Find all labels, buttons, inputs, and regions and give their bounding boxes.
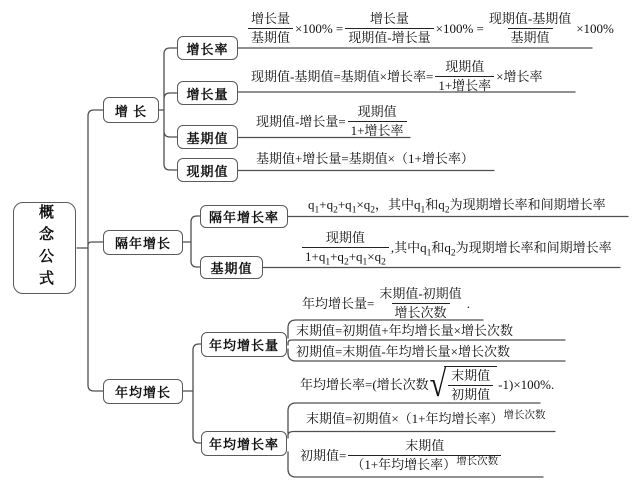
formula-avg-amount-2: [296, 323, 513, 339]
subscript: 1: [426, 248, 432, 259]
fraction-denominator: 1+增长率: [435, 76, 494, 94]
node-base-value: [177, 125, 238, 149]
formula-text: ，其中q: [375, 197, 421, 212]
fraction-numerator: 现期值: [325, 230, 365, 245]
node-label: 现期值: [186, 163, 229, 179]
formula-text: （1+年均增长率）: [351, 457, 457, 473]
formula-text: 末期值=初期值+年均增长量×增长次数: [296, 323, 513, 338]
formula-growth-rate: [246, 11, 614, 47]
superscript: 增长次数: [456, 456, 499, 468]
subscript: 1: [325, 257, 331, 268]
formula-avg-rate-2: [306, 411, 546, 427]
fraction: [348, 438, 501, 474]
root-label: 概念公式: [37, 204, 53, 292]
formula-text: ×增长率: [496, 68, 543, 84]
node-current-value: [177, 158, 238, 182]
formula-avg-amount-1: [302, 286, 470, 322]
formula-text: ×100%: [576, 20, 614, 36]
connector-average-distributor: [183, 344, 201, 443]
formula-text: +q: [337, 197, 352, 212]
fraction: [486, 11, 574, 47]
node-label: 隔年增长: [114, 236, 171, 251]
subscript: 2: [343, 257, 349, 268]
fraction: [448, 368, 493, 404]
connector-alternate-distributor: [183, 216, 200, 267]
subscript: 2: [444, 205, 450, 216]
fraction: [345, 11, 433, 47]
fraction-denominator: 现期值-增长量: [345, 28, 433, 46]
formula-text: ×100% =: [435, 20, 484, 36]
formula-text: +q: [330, 249, 344, 265]
node-alternate-year-growth: [103, 230, 183, 255]
subscript: 1: [420, 205, 426, 216]
formula-text: .: [466, 295, 470, 311]
formula-current-value: [256, 151, 474, 167]
node-label: 基期值: [186, 130, 229, 146]
formula-text: q: [308, 197, 315, 212]
fraction-numerator: 现期值: [445, 59, 485, 74]
node-growth-amount: [177, 81, 238, 105]
formula-text: 现期值-基期值=基期值×增长率=: [251, 68, 434, 84]
formula-alt-year-base: [300, 230, 612, 266]
formula-growth-amount: [251, 59, 543, 95]
formula-text: 初期值=末期值-年均增长量×增长次数: [296, 344, 510, 359]
fraction: [348, 104, 407, 140]
formula-text: 年均增长率=(增长次数: [300, 376, 429, 392]
formula-text: 年均增长量=: [302, 295, 375, 311]
fraction: [435, 59, 494, 95]
node-label: 增长率: [186, 41, 229, 57]
formula-base-value: [256, 104, 409, 140]
radical: [430, 366, 497, 404]
fraction: [376, 286, 464, 322]
fraction: [248, 11, 293, 47]
subscript: 1: [362, 257, 368, 268]
node-avg-growth-rate: [201, 431, 287, 456]
formula-text: 基期值+增长量=基期值×（1+增长率）: [256, 151, 474, 166]
formula-text: 和q: [425, 197, 445, 212]
fraction-numerator: 现期值-基期值: [488, 11, 572, 26]
node-label: 年均增长量: [208, 338, 279, 353]
formula-text: 末期值=初期值×（1+年均增长率）: [306, 411, 504, 426]
formula-text: ×q: [356, 197, 371, 212]
node-label: 年均增长率: [208, 437, 279, 452]
subscript: 2: [333, 205, 338, 216]
radical-sign: √: [429, 364, 447, 405]
fraction-numerator: 末期值: [451, 368, 491, 383]
fraction-numerator: 增长量: [251, 11, 291, 26]
formula-text: -1)×100%.: [498, 376, 555, 392]
fraction-denominator: 基期值: [508, 28, 553, 46]
formula-text: ×q: [367, 249, 382, 265]
node-growth-rate: [177, 36, 238, 60]
node-growth: [103, 97, 159, 123]
subscript: 1: [351, 205, 357, 216]
formula-alt-year-rate: [308, 197, 606, 216]
fraction-numerator: 末期值: [405, 438, 445, 453]
formula-text: [390, 239, 612, 259]
subscript: 1: [314, 205, 320, 216]
node-label: 增 长: [114, 103, 148, 119]
fraction-denominator: [302, 247, 389, 268]
node-alt-year-rate: [200, 205, 288, 228]
fraction-numerator: 增长量: [369, 11, 409, 26]
node-average-annual-growth: [103, 379, 183, 404]
node-root: [13, 202, 76, 294]
formula-text: 初期值=: [300, 447, 347, 463]
fraction-numerator: 现期值: [357, 104, 397, 119]
superscript: 增长次数: [503, 410, 546, 421]
node-label: 增长量: [186, 86, 229, 102]
fraction: [302, 230, 389, 266]
node-avg-growth-amount: [201, 332, 287, 357]
formula-avg-rate-1: [300, 366, 554, 404]
formula-text: +q: [319, 197, 334, 212]
connector-growth-distributor: [159, 48, 177, 170]
formula-text: 和q: [431, 239, 451, 255]
formula-avg-amount-3: [296, 344, 510, 360]
fraction-denominator: 增长次数: [392, 303, 450, 321]
connector-root-trunk: [77, 110, 103, 391]
fraction-numerator: 末期值-初期值: [379, 286, 462, 301]
formula-text: 为现期增长率和间期增长率: [455, 239, 612, 255]
node-label: 基期值: [210, 261, 253, 276]
fraction-denominator: 基期值: [248, 28, 293, 46]
node-label: 年均增长: [114, 385, 171, 400]
formula-text: 为现期增长率和间期增长率: [449, 197, 606, 212]
formula-text: ,其中q: [390, 239, 427, 255]
fraction-denominator: 1+增长率: [348, 121, 407, 139]
formula-text: [308, 197, 606, 216]
formula-text: 1+q: [305, 249, 326, 265]
subscript: 2: [370, 205, 376, 216]
formula-avg-rate-3: [300, 438, 503, 474]
radical-body: [444, 366, 497, 404]
node-label: 隔年增长率: [208, 210, 279, 225]
subscript: 2: [450, 248, 456, 259]
subscript: 2: [381, 257, 386, 268]
formula-text: ×100% =: [295, 20, 344, 36]
fraction-denominator: [348, 455, 501, 473]
node-alt-year-base: [200, 256, 263, 279]
formula-text: 现期值-增长量=: [256, 113, 346, 129]
formula-text: [306, 411, 546, 427]
fraction-denominator: 初期值: [448, 385, 493, 403]
formula-text: +q: [348, 249, 363, 265]
